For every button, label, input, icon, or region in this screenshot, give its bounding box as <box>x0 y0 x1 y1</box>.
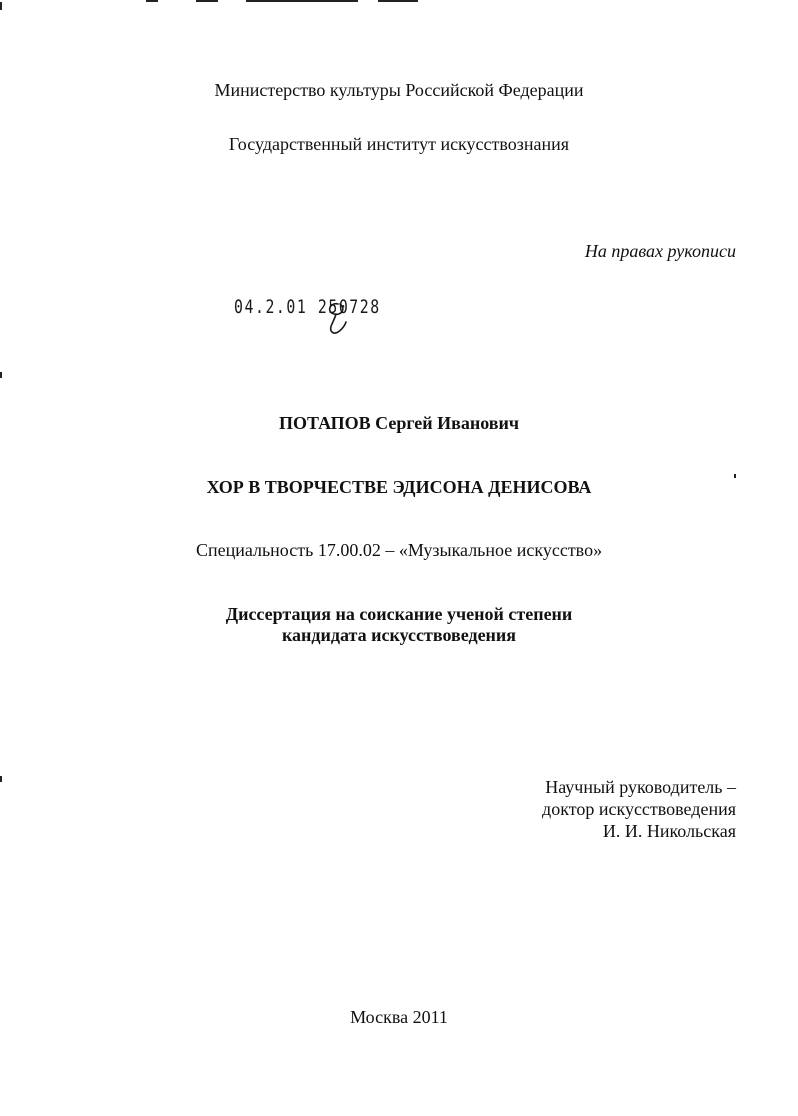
institute-line: Государственный институт искусствознания <box>228 134 570 154</box>
scan-mark-top-4 <box>378 0 418 2</box>
advisor-name: И. И. Никольская <box>602 821 736 841</box>
registration-stamp: 04.2.01 250728 <box>234 296 381 318</box>
manuscript-note: На правах рукописи <box>584 241 736 261</box>
dissertation-title: ХОР В ТВОРЧЕСТВЕ ЭДИСОНА ДЕНИСОВА <box>206 477 592 497</box>
scan-mark-left-2 <box>0 372 2 378</box>
scan-mark-left-1 <box>0 2 2 10</box>
dissertation-line-2: кандидата искусствоведения <box>281 625 517 645</box>
ministry-line: Министерство культуры Российской Федерации <box>214 80 584 100</box>
dissertation-line-1: Диссертация на соискание ученой степени <box>225 604 573 624</box>
city-year: Москва 2011 <box>350 1007 448 1027</box>
advisor-block <box>542 776 736 842</box>
advisor-degree: доктор искусствоведения <box>542 799 736 819</box>
advisor-role: Научный руководитель – <box>545 777 736 797</box>
scan-mark-top-2 <box>196 0 218 2</box>
scan-mark-top-1 <box>146 0 158 2</box>
author-name: ПОТАПОВ Сергей Иванович <box>278 413 520 433</box>
scan-mark-top-3 <box>246 0 358 2</box>
handwritten-signature-icon <box>316 298 356 338</box>
scan-mark-left-3 <box>0 776 2 782</box>
specialty-line: Специальность 17.00.02 – «Музыкальное искусство» <box>195 540 603 560</box>
